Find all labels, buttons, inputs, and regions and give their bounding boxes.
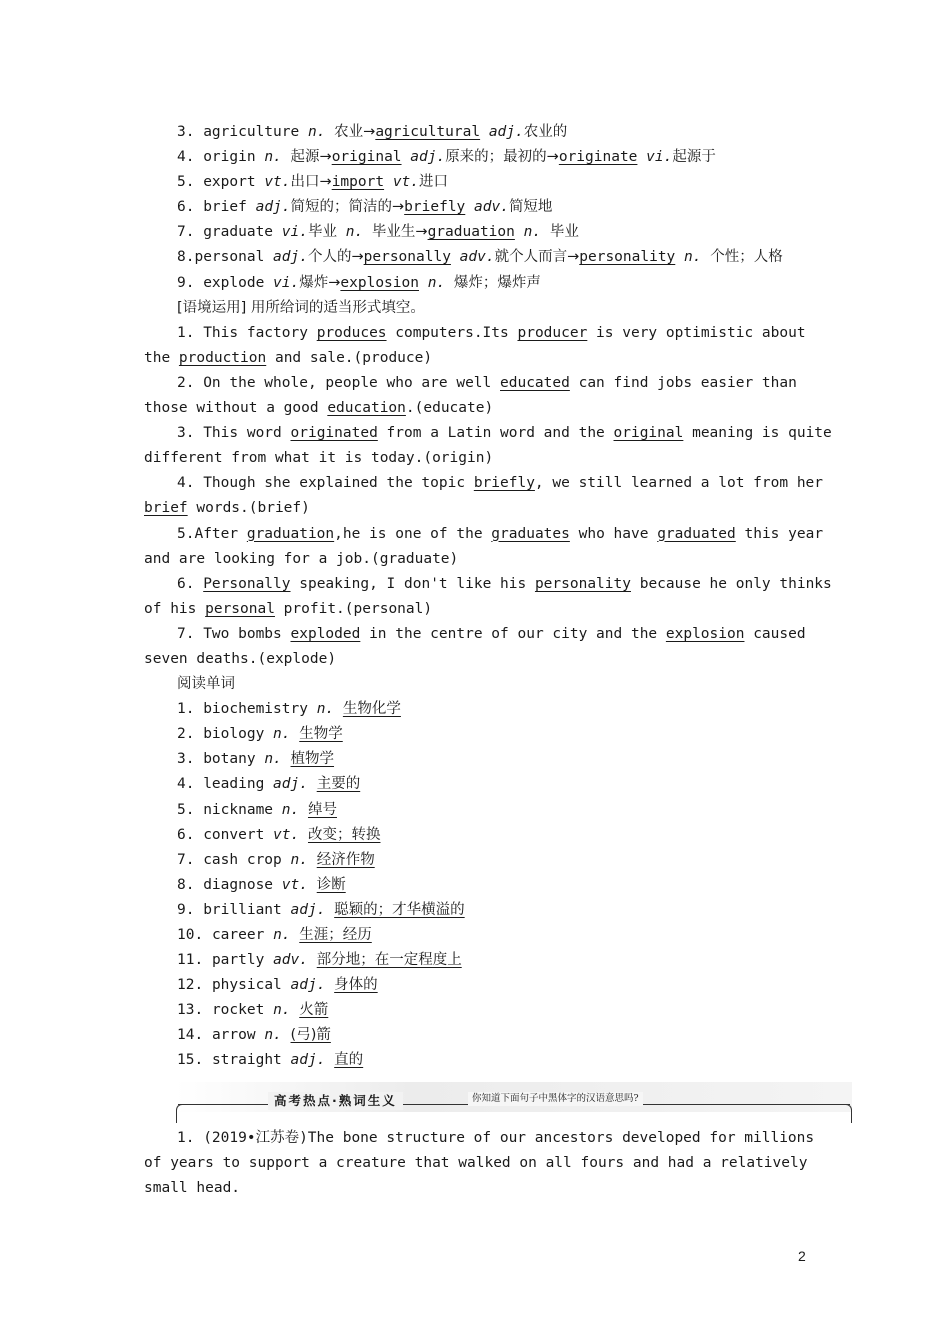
answer-blank: graduated: [657, 525, 736, 542]
reading-word-list: [144, 697, 808, 1073]
part-of-speech: adv.: [273, 952, 308, 969]
item-number: 12.: [177, 977, 204, 994]
english-word: physical: [211, 977, 282, 994]
part-of-speech: vt.: [281, 876, 308, 893]
banner-right-bracket: [843, 1104, 852, 1123]
english-word: nickname: [203, 801, 274, 818]
exercise-line: of his personal profit.(personal): [144, 600, 433, 617]
part-of-speech: n.: [273, 726, 291, 743]
item-number: 15.: [177, 1052, 204, 1069]
word-form-item: 5. export vt.出口→import vt.进口: [177, 174, 449, 191]
answer-blank: 生涯；经历: [299, 927, 372, 943]
english-word: diagnose: [203, 876, 274, 893]
part-of-speech: n.: [264, 1027, 282, 1044]
answer-blank: original: [613, 425, 684, 442]
item-number: 4.: [177, 776, 195, 793]
answer-blank: personality: [579, 249, 676, 266]
reading-word-item: [144, 747, 808, 772]
word-form-item: 6. brief adj.简短的；简洁的→briefly adv.简短地: [177, 199, 553, 216]
english-word: convert: [203, 826, 265, 843]
exercise-line: 7. Two bombs exploded in the centre of our city and the explosion caused: [177, 625, 806, 642]
answer-blank: 绰号: [307, 801, 337, 818]
item-number: 2.: [177, 726, 195, 743]
exercise-line: and are looking for a job.(graduate): [144, 550, 459, 567]
exercise-line: 6. Personally speaking, I don't like his personality because he only thinks: [177, 575, 832, 592]
english-word: rocket: [211, 1002, 265, 1019]
word-form-item: 7. graduate vi.毕业 n. 毕业生→graduation n. 毕业: [177, 224, 579, 241]
answer-blank: 主要的: [316, 776, 361, 793]
answer-blank: 植物学: [290, 751, 335, 768]
item-number: 5.: [177, 801, 195, 818]
part-of-speech: adj.: [273, 776, 308, 793]
page-number: 2: [798, 1248, 806, 1264]
reading-word-item: [144, 898, 808, 923]
item-number: 9.: [177, 901, 195, 918]
banner-left-bracket: [176, 1104, 185, 1123]
example-line: of years to support a creature that walked on all fours and had a relatively: [144, 1155, 808, 1172]
answer-blank: production: [178, 349, 267, 366]
example-line: 1. (2019•江苏卷)The bone structure of our ancestors developed for millions: [177, 1130, 815, 1146]
reading-word-item: [144, 697, 808, 722]
answer-blank: explosion: [340, 274, 419, 291]
example-section: [144, 1126, 815, 1201]
part-of-speech: adj.: [290, 1052, 326, 1069]
answer-blank: personal: [205, 600, 275, 617]
answer-blank: graduation: [246, 525, 335, 542]
answer-blank: import: [331, 174, 385, 191]
answer-blank: 聪颖的；才华横溢的: [334, 901, 465, 918]
item-number: 10.: [177, 927, 204, 943]
banner-title: 高考热点·熟词生义: [268, 1092, 403, 1110]
word-form-item: 3. agriculture n. 农业→agricultural adj.农业的: [177, 124, 568, 140]
item-number: 6.: [177, 826, 195, 843]
reading-word-item: [144, 1048, 808, 1073]
english-word: biochemistry: [203, 701, 308, 718]
reading-word-item: [144, 923, 808, 948]
answer-blank: agricultural: [375, 124, 481, 140]
exercise-line: 5.After graduation,he is one of the graduates who have graduated this year: [177, 525, 824, 542]
part-of-speech: adj.: [290, 977, 326, 994]
english-word: arrow: [211, 1027, 256, 1044]
reading-word-item: [144, 823, 808, 848]
part-of-speech: n.: [273, 927, 291, 943]
exercise-line: the production and sale.(produce): [144, 349, 433, 366]
part-of-speech: n.: [316, 701, 335, 718]
section-heading: [语境运用] 用所给词的适当形式填空。: [177, 299, 425, 316]
answer-blank: 经济作物: [316, 851, 375, 868]
exercise-line: brief words.(brief): [144, 500, 310, 517]
reading-word-item: [144, 848, 808, 873]
answer-blank: 部分地；在一定程度上: [316, 952, 462, 969]
exercise-line: 2. On the whole, people who are well educated can find jobs easier than: [177, 374, 797, 391]
answer-blank: personally: [363, 249, 451, 266]
banner-subtitle: 你知道下面句子中黑体字的汉语意思吗?: [468, 1092, 643, 1106]
part-of-speech: n.: [264, 751, 282, 768]
exercise-line: 3. This word originated from a Latin word and the original meaning is quite: [177, 425, 832, 442]
exercise-line: 4. Though she explained the topic briefly, we still learned a lot from her: [177, 475, 824, 492]
reading-word-item: [144, 948, 808, 973]
english-word: cash crop: [203, 851, 282, 868]
item-number: 1.: [177, 701, 195, 718]
reading-word-item: [144, 1023, 808, 1048]
answer-blank: originated: [290, 425, 378, 442]
answer-blank: graduates: [491, 525, 570, 542]
answer-blank: produces: [316, 324, 387, 341]
english-word: biology: [203, 726, 265, 743]
reading-word-item: [144, 998, 808, 1023]
part-of-speech: vt.: [273, 826, 300, 843]
answer-blank: producer: [517, 324, 588, 341]
item-number: 14.: [177, 1027, 204, 1044]
part-of-speech: adj.: [290, 901, 326, 918]
english-word: partly: [211, 952, 265, 969]
answer-blank: (弓)箭: [290, 1027, 331, 1044]
part-of-speech: n.: [273, 1002, 291, 1019]
english-word: botany: [203, 751, 256, 768]
vocabulary-section: [144, 120, 832, 1074]
english-word: career: [211, 927, 265, 943]
reading-word-item: [144, 798, 808, 823]
reading-word-item: [144, 722, 808, 747]
answer-blank: 生物学: [299, 726, 343, 743]
hot-topic-banner: [176, 1082, 852, 1122]
answer-blank: 生物化学: [342, 701, 401, 718]
answer-blank: briefly: [473, 475, 535, 492]
section-heading: 阅读单词: [177, 676, 235, 693]
english-word: brilliant: [203, 901, 282, 918]
answer-blank: graduation: [427, 224, 515, 241]
part-of-speech: n.: [281, 801, 300, 818]
item-number: 11.: [177, 952, 204, 969]
answer-blank: 直的: [334, 1052, 364, 1069]
answer-blank: educated: [500, 374, 570, 391]
answer-blank: Personally: [203, 575, 291, 592]
exercise-line: 1. This factory produces computers.Its producer is very optimistic about: [177, 324, 806, 341]
exercise-line: those without a good education.(educate): [144, 400, 494, 417]
word-form-item: 9. explode vi.爆炸→explosion n. 爆炸；爆炸声: [177, 274, 541, 291]
answer-blank: education: [327, 400, 406, 417]
exercise-line: seven deaths.(explode): [144, 650, 337, 667]
answer-blank: exploded: [290, 625, 361, 642]
english-word: leading: [203, 776, 265, 793]
word-form-item: 8.personal adj.个人的→personally adv.就个人而言→personality n. 个性；人格: [177, 249, 783, 266]
word-form-item: 4. origin n. 起源→original adj.原来的；最初的→originate vi.起源于: [177, 149, 716, 166]
answer-blank: personality: [534, 575, 631, 592]
answer-blank: original: [331, 149, 402, 166]
reading-word-item: [144, 873, 808, 898]
exercise-line: different from what it is today.(origin): [144, 450, 494, 467]
item-number: 8.: [177, 876, 195, 893]
reading-word-item: [144, 772, 808, 797]
answer-blank: 身体的: [334, 977, 378, 994]
item-number: 7.: [177, 851, 195, 868]
item-number: 13.: [177, 1002, 204, 1019]
reading-word-item: [144, 973, 808, 998]
answer-blank: brief: [144, 500, 188, 517]
example-line: small head.: [144, 1180, 241, 1197]
answer-blank: briefly: [404, 199, 466, 216]
answer-blank: 火箭: [299, 1002, 329, 1019]
answer-blank: 改变；转换: [307, 826, 381, 843]
item-number: 3.: [177, 751, 195, 768]
part-of-speech: n.: [290, 851, 308, 868]
answer-blank: explosion: [665, 625, 745, 642]
english-word: straight: [211, 1052, 282, 1069]
answer-blank: 诊断: [316, 876, 346, 893]
answer-blank: originate: [558, 149, 638, 166]
